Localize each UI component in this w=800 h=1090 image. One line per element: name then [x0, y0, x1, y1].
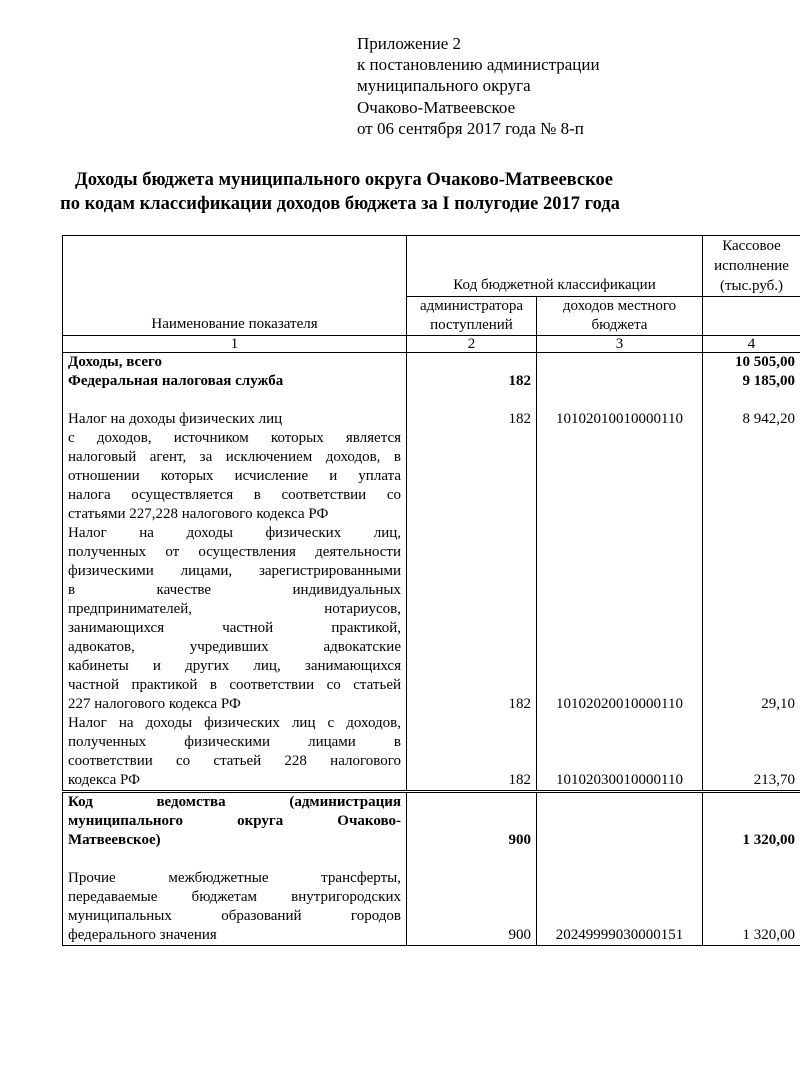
table-row	[63, 869, 800, 946]
kbk-code: 10102020010000110	[537, 524, 703, 714]
description-line: полученных от осуществления деятельности	[68, 544, 401, 560]
table-row	[63, 524, 800, 714]
amount: 8 942,20	[703, 410, 800, 524]
description-line: предпринимателей, нотариусов,	[68, 601, 401, 617]
annex-header	[357, 33, 600, 139]
description-line: кодекса РФ	[68, 772, 140, 788]
kbk-code: 20249999030000151	[537, 869, 703, 946]
fns-amount: 9 185,00	[703, 372, 800, 391]
description-line: с доходов, источником которых является	[68, 430, 401, 446]
admin-code: 182	[407, 714, 537, 792]
description-line: федерального значения	[68, 927, 217, 943]
description-line: 227 налогового кодекса РФ	[68, 696, 241, 712]
dept-row	[63, 792, 800, 851]
description-line: физическими лицами, зарегистрированными	[68, 563, 401, 579]
document-title	[0, 168, 680, 216]
title-line-2: по кодам классификации доходов бюджета за I полугодие 2017 года	[60, 194, 620, 214]
header-admin: администратора поступлений	[407, 297, 537, 336]
description-line: передаваемые бюджетам внутригородских	[68, 889, 401, 905]
header-cash: Кассовое исполнение (тыс.руб.)	[703, 236, 800, 297]
dept-amount: 1 320,00	[703, 792, 800, 851]
title-line-1: Доходы бюджета муниципального округа Очаково-Матвеевское	[75, 170, 613, 190]
description-line: Налог на доходы физических лиц	[68, 411, 283, 427]
description-line: Налог на доходы физических лиц с доходов,	[68, 715, 401, 731]
dept-description	[63, 792, 407, 851]
description-line: Налог на доходы физических лиц,	[68, 525, 401, 541]
row-description	[63, 410, 407, 524]
kbk-code: 10102030010000110	[537, 714, 703, 792]
description-line: налоговый агент, за исключением доходов, в	[68, 449, 401, 465]
header-name: Наименование показателя	[63, 236, 407, 336]
description-line: статьями 227,228 налогового кодекса РФ	[68, 506, 329, 522]
description-line: соответствии со статьей 228 налогового	[68, 753, 401, 769]
column-number: 3	[537, 336, 703, 353]
column-number-row	[63, 336, 800, 353]
description-line: отношении которых исчисление и уплата	[68, 468, 401, 484]
description-line: Прочие межбюджетные трансферты,	[68, 870, 401, 886]
annex-line: муниципального округа	[357, 76, 531, 96]
row-description	[63, 869, 407, 946]
row-description	[63, 714, 407, 792]
fns-row	[63, 372, 800, 391]
column-number: 1	[63, 336, 407, 353]
annex-line: от 06 сентября 2017 года № 8-п	[357, 118, 584, 138]
amount: 213,70	[703, 714, 800, 792]
admin-code: 182	[407, 410, 537, 524]
dept-code: 900	[407, 792, 537, 851]
spacer-row	[63, 391, 800, 410]
revenue-table	[62, 235, 800, 946]
total-amount: 10 505,00	[703, 353, 800, 373]
annex-line: к постановлению администрации	[357, 55, 600, 75]
table-row	[63, 410, 800, 524]
description-line: муниципальных образований городов	[68, 908, 401, 924]
description-line: Код ведомства (администрация	[68, 794, 401, 810]
description-line: кабинеты и других лиц, занимающихся	[68, 658, 401, 674]
description-line: адвокатов, учредивших адвокатские	[68, 639, 401, 655]
description-line: муниципального округа Очаково-	[68, 813, 401, 829]
description-line: в качестве индивидуальных	[68, 582, 401, 598]
total-row	[63, 353, 800, 373]
column-number: 2	[407, 336, 537, 353]
kbk-code: 10102010010000110	[537, 410, 703, 524]
fns-label: Федеральная налоговая служба	[63, 372, 407, 391]
fns-code: 182	[407, 372, 537, 391]
header-blank	[703, 297, 800, 336]
description-line: полученных физическими лицами в	[68, 734, 401, 750]
column-number: 4	[703, 336, 800, 353]
annex-line: Приложение 2	[357, 34, 461, 53]
table-row	[63, 714, 800, 792]
description-line: налога осуществляется в соответствии со	[68, 487, 401, 503]
row-description	[63, 524, 407, 714]
admin-code: 900	[407, 869, 537, 946]
total-label: Доходы, всего	[63, 353, 407, 373]
annex-line: Очаково-Матвеевское	[357, 97, 516, 117]
amount: 1 320,00	[703, 869, 800, 946]
spacer-row	[63, 850, 800, 869]
header-row	[63, 236, 800, 297]
description-line: Матвеевское)	[68, 832, 161, 848]
header-local: доходов местного бюджета	[537, 297, 703, 336]
description-line: частной практикой в соответствии со статьей	[68, 677, 401, 693]
description-line: занимающихся частной практикой,	[68, 620, 401, 636]
header-kbk: Код бюджетной классификации	[407, 236, 703, 297]
amount: 29,10	[703, 524, 800, 714]
admin-code: 182	[407, 524, 537, 714]
